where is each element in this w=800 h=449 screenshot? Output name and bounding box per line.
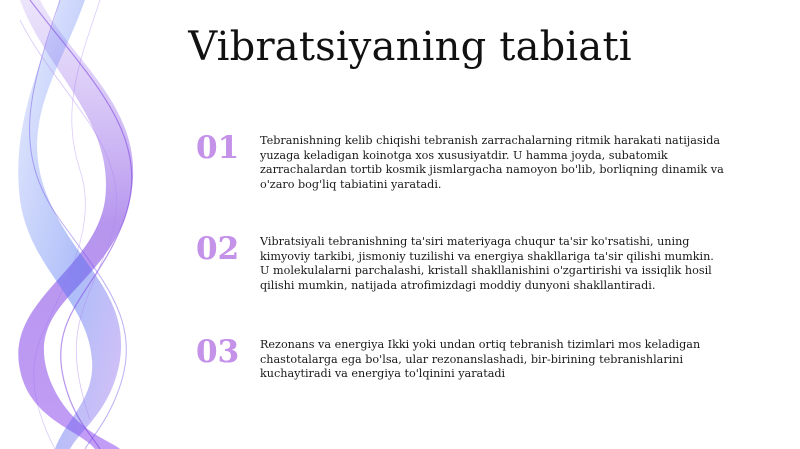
item-number: 02: [196, 231, 250, 267]
item-number: 01: [196, 130, 250, 166]
item-text: Vibratsiyali tebranishning ta'siri materiyaga chuqur ta'sir ko'rsatishi, uning kimyoviy tarkibi, jismoniy tuzilishi va energiya shakllariga ta'sir qilishi mumkin. U molekulalarni parchalashi, kristall shakllanishini o'zgartirishi va issiqlik hosil qilishi mumkin, natijada atrofimizdagi moddiy dunyoni shakllantiradi.: [260, 235, 714, 292]
item-text: Rezonans va energiya Ikki yoki undan ortiq tebranish tizimlari mos keladigan chastotalarga ega bo'lsa, ular rezonanslashadi, bir-birining tebranishlarini kuchaytiradi va energiya to'lqinini yaratadi: [260, 338, 701, 380]
item-text: Tebranishning kelib chiqishi tebranish zarrachalarning ritmik harakati natijasida yuzaga keladigan koinotga xos xususiyatdir. U hamma joyda, subatomik zarrachalardan tortib kosmik jismlargacha namoyon bo'lib, borliqning dinamik va o'zaro bog'liq tabiatini yaratadi.: [260, 134, 724, 191]
page-title: Vibratsiyaning tabiati: [188, 24, 632, 70]
item-number: 03: [196, 334, 250, 370]
